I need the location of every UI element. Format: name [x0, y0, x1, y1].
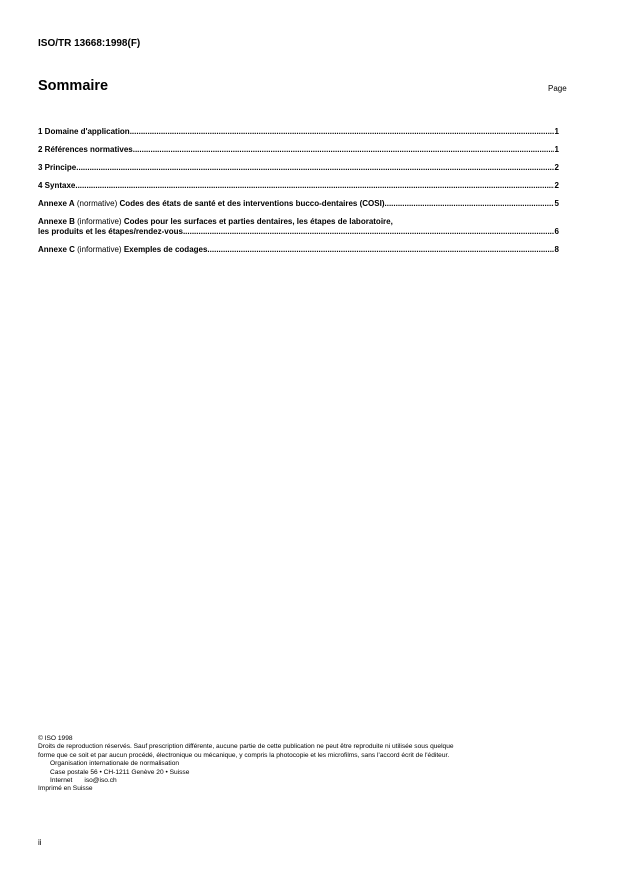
toc-entry-4[interactable]: [38, 181, 559, 191]
toc-page: 5: [554, 199, 559, 208]
toc-label: 1 Domaine d'application: [38, 127, 130, 136]
rights-line-2: forme que ce soit et par aucun procédé, électronique ou mécanique, y compris la photocopie et les microfilms, sans l'accord écrit de l'éditeur.: [38, 751, 450, 759]
toc-entry-annex-a[interactable]: [38, 199, 559, 209]
toc-page: 1: [554, 145, 559, 154]
annex-prefix: Annexe A: [38, 199, 75, 208]
organisation-name: Organisation internationale de normalisation: [50, 760, 180, 768]
printed-in: Imprimé en Suisse: [38, 785, 93, 793]
annex-prefix: Annexe C: [38, 245, 75, 254]
toc-entry-2[interactable]: [38, 145, 559, 155]
toc-entry-annex-b[interactable]: [38, 217, 559, 237]
annex-kind: (normative): [76, 199, 118, 208]
internet-label: Internet: [50, 777, 73, 785]
page-column-label: Page: [548, 84, 567, 93]
annex-kind: (informative): [77, 245, 122, 254]
toc-leader: [75, 181, 553, 191]
annex-prefix: Annexe B: [38, 217, 75, 226]
toc-label-line1: Codes pour les surfaces et parties dentaires, les étapes de laboratoire,: [123, 217, 393, 226]
postal-address: Case postale 56 • CH-1211 Genève 20 • Suisse: [50, 768, 190, 776]
toc-entry-annex-c[interactable]: [38, 245, 559, 255]
page-number: ii: [38, 838, 42, 847]
rights-line-1: Droits de reproduction réservés. Sauf prescription différente, aucune partie de cette publication ne peut être reproduite ni utilisée sous quelque: [38, 743, 454, 751]
toc-label: 4 Syntaxe: [38, 181, 76, 190]
toc-leader: [133, 145, 554, 155]
toc-leader: [130, 127, 554, 137]
internet-email-link[interactable]: iso@iso.ch: [84, 777, 117, 785]
toc-entry-1[interactable]: [38, 127, 559, 137]
toc-leader: [385, 199, 554, 209]
toc-leader: [183, 227, 554, 237]
page-title: Sommaire: [38, 78, 109, 94]
toc-label: 3 Principe: [38, 163, 77, 172]
toc-label: 2 Références normatives: [38, 145, 133, 154]
document-id: ISO/TR 13668:1998(F): [38, 38, 141, 49]
internet-line: [38, 777, 583, 785]
toc-leader: [76, 163, 553, 173]
toc-page: 2: [554, 163, 559, 172]
table-of-contents: [38, 127, 559, 263]
toc-page: 6: [554, 227, 559, 236]
toc-label-line2: les produits et les étapes/rendez-vous: [38, 227, 183, 236]
toc-entry-3[interactable]: [38, 163, 559, 173]
copyright-line: © ISO 1998: [38, 735, 73, 742]
toc-page: 2: [554, 181, 559, 190]
annex-kind: (informative): [77, 217, 122, 226]
copyright-footer: [38, 735, 583, 794]
toc-leader: [207, 245, 553, 255]
toc-label: Exemples de codages: [123, 245, 208, 254]
toc-label: Codes des états de santé et des interventions bucco-dentaires (COSI): [119, 199, 385, 208]
toc-page: 8: [554, 245, 559, 254]
toc-page: 1: [554, 127, 559, 136]
